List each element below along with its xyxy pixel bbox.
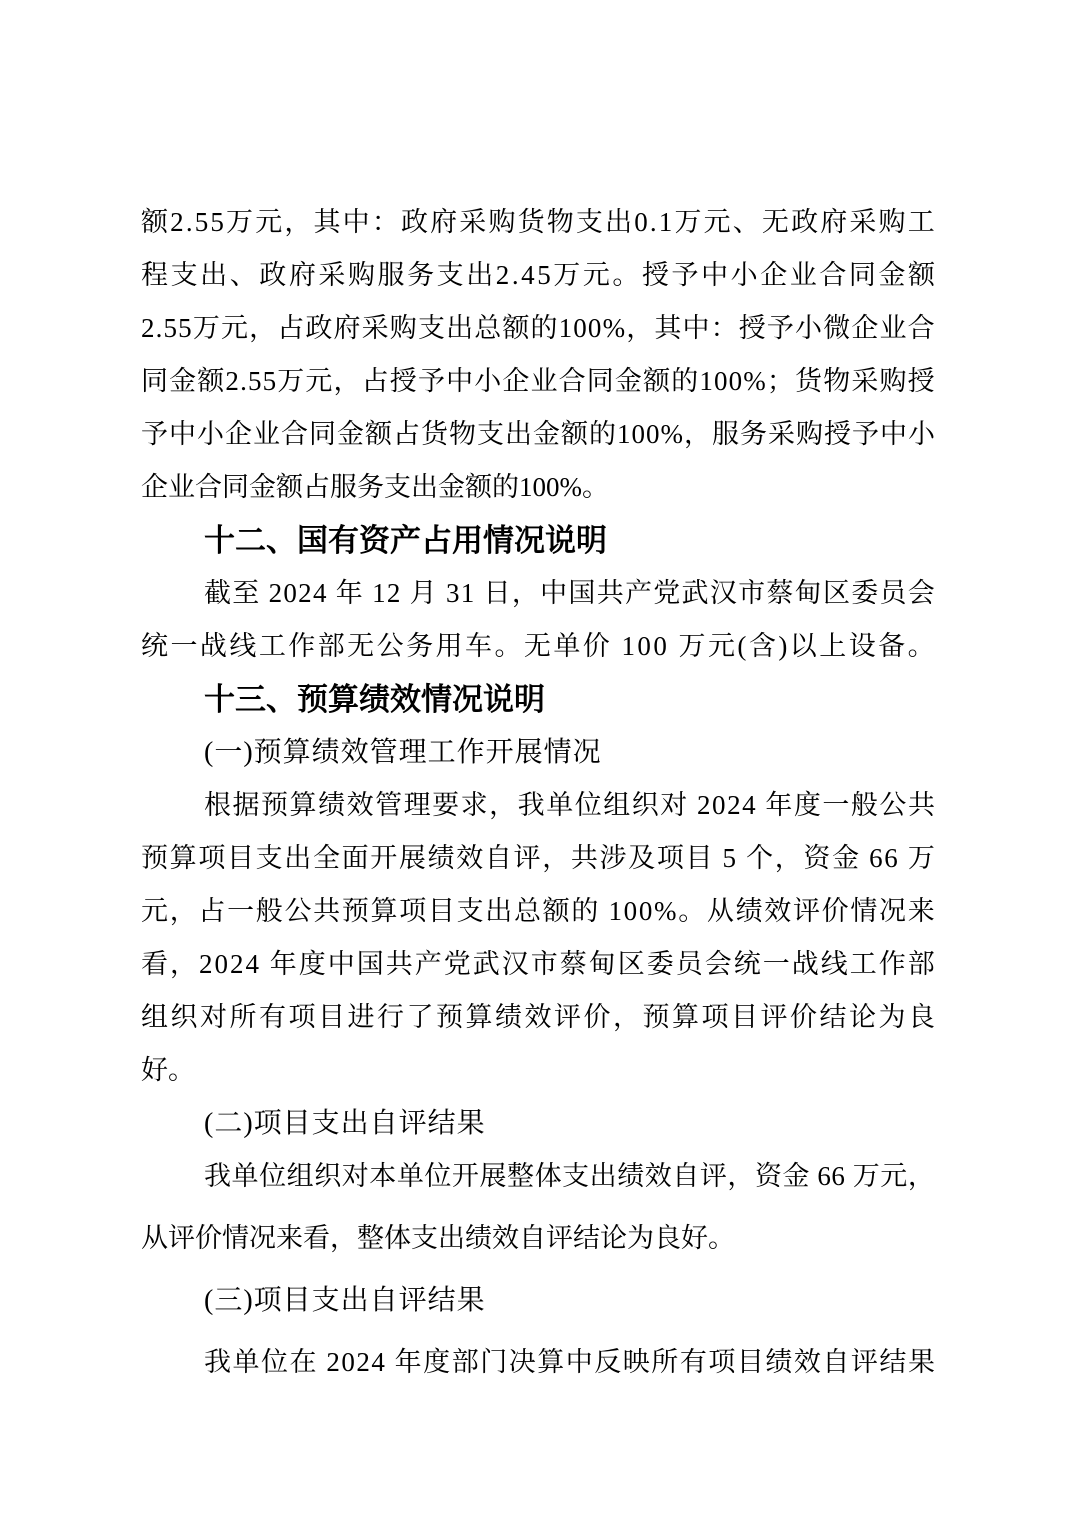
subheading-1: (一)预算绩效管理工作开展情况: [204, 737, 602, 768]
doc-line: 元 ， 占 一 般 公 共 预 算 项 目 支 出 总 额 的 1 0 0 % 。 从 绩 效 评 价 情 况 来: [141, 896, 935, 926]
doc-line: 同 金 额 2 . 5 5 万 元 ， 占 授 予 中 小 企 业 合 同 金 额 的 1 0 0 % ； 货 物 采 购 授: [141, 366, 935, 396]
doc-line: 我 单 位 组 织 对 本 单 位 开 展 整 体 支 出 绩 效 自 评 ， 资 金 6 6 万 元 ，: [204, 1161, 935, 1191]
doc-line: 额 2 . 5 5 万 元 ， 其 中 ： 政 府 采 购 货 物 支 出 0 . 1 万 元 、 无 政 府 采 购 工: [141, 207, 935, 237]
doc-line: 好。: [141, 1055, 195, 1085]
subheading-3: (三)项目支出自评结果: [204, 1285, 486, 1316]
doc-line: 根 据 预 算 绩 效 管 理 要 求 ， 我 单 位 组 织 对 2 0 2 4 年 度 一 般 公 共: [204, 790, 935, 820]
subheading-2: (二)项目支出自评结果: [204, 1108, 486, 1139]
doc-line: 看 ， 2 0 2 4 年 度 中 国 共 产 党 武 汉 市 蔡 甸 区 委 员 会 统 一 战 线 工 作 部: [141, 949, 935, 979]
document-body: [141, 196, 935, 1389]
doc-line: 予 中 小 企 业 合 同 金 额 占 货 物 支 出 金 额 的 1 0 0 % ， 服 务 采 购 授 予 中 小: [141, 419, 935, 449]
doc-line: 预 算 项 目 支 出 全 面 开 展 绩 效 自 评 ， 共 涉 及 项 目 5 个 ， 资 金 6 6 万: [141, 843, 935, 873]
doc-line: 我 单 位 在 2 0 2 4 年 度 部 门 决 算 中 反 映 所 有 项 目 绩 效 自 评 结 果: [204, 1347, 935, 1377]
heading-section-13: 十三、预算绩效情况说明: [204, 682, 545, 717]
doc-line: 程 支 出 、 政 府 采 购 服 务 支 出 2 . 4 5 万 元 。 授 予 中 小 企 业 合 同 金 额: [141, 260, 935, 290]
doc-line: 企业合同金额占服务支出金额的100%。: [141, 472, 609, 502]
doc-line: 组 织 对 所 有 项 目 进 行 了 预 算 绩 效 评 价 ， 预 算 项 目 评 价 结 论 为 良: [141, 1002, 935, 1032]
doc-line: 从评价情况来看，整体支出绩效自评结论为良好。: [141, 1223, 735, 1253]
doc-line: 统 一 战 线 工 作 部 无 公 务 用 车 。 无 单 价 1 0 0 万 元 ( 含 ) 以 上 设 备 。: [141, 631, 935, 661]
heading-section-12: 十二、国有资产占用情况说明: [204, 523, 607, 558]
doc-line: 截 至 2 0 2 4 年 1 2 月 3 1 日 ， 中 国 共 产 党 武 汉 市 蔡 甸 区 委 员 会: [204, 578, 935, 608]
doc-line: 2 . 5 5 万 元 ， 占 政 府 采 购 支 出 总 额 的 1 0 0 % ， 其 中 ： 授 予 小 微 企 业 合: [141, 313, 935, 343]
